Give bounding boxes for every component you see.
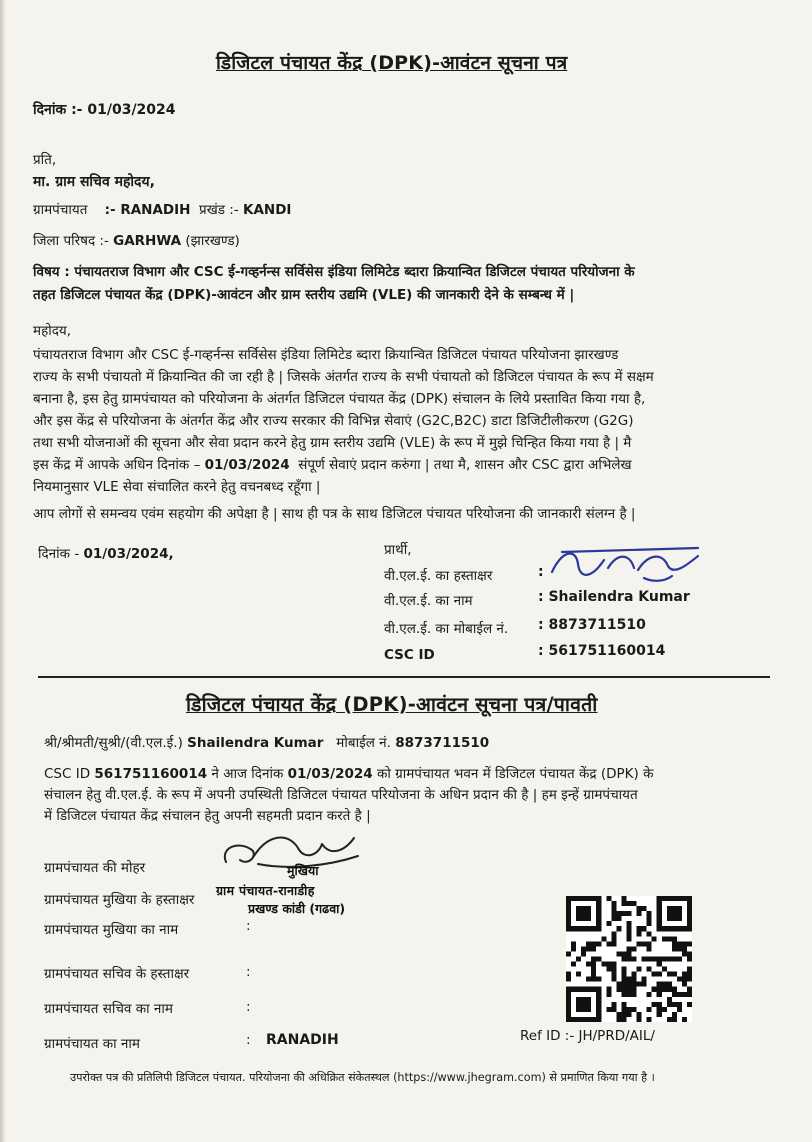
body-line-1: पंचायतराज विभाग और CSC ई-गव्हर्नन्स सर्विसेस इंडिया लिमिटेड ब्दारा क्रियान्वित डिजिटल पंचायत परियोजना झारखण्ड xyxy=(33,347,619,363)
stamp-gram: ग्राम पंचायत-रानाडीह xyxy=(216,883,315,898)
body-line-3: बनाना है, इस हेतु ग्रामपंचायत को परियोजना के अंतर्गत डिजिटल पंचायत केंद्र (DPK) संचालन के लिये प्रस्तावित किया गया है, xyxy=(33,391,646,407)
zila-line xyxy=(33,231,240,249)
applicant-date-value: 01/03/2024, xyxy=(83,546,174,562)
csc-id-value: : 561751160014 xyxy=(538,643,666,659)
prakhand-value: KANDI xyxy=(243,202,292,218)
qr-code-graphic xyxy=(566,896,692,1022)
receipt-text-b: को ग्रामपंचायत भवन में डिजिटल पंचायत केंद्र (DPK) के xyxy=(376,766,654,782)
receipt-line-1 xyxy=(44,733,489,751)
zila-value: GARHWA xyxy=(113,233,182,249)
csc-id-label: CSC ID xyxy=(384,647,435,663)
gram-name-value: RANADIH xyxy=(266,1032,339,1048)
letter-date: दिनांक :- 01/03/2024 xyxy=(33,102,176,118)
qr-code xyxy=(566,896,692,1022)
sachiv-sign-colon: : xyxy=(246,964,251,980)
page-title: डिजिटल पंचायत केंद्र (DPK)-आवंटन सूचना पत्र xyxy=(216,52,568,74)
section-divider xyxy=(38,676,770,678)
sachiv-sign-label: ग्रामपंचायत सचिव के हस्ताक्षर xyxy=(44,966,190,982)
receipt-honorific: श्री/श्रीमती/सुश्री/(वी.एल.ई.) xyxy=(44,735,183,751)
sachiv-name-colon: : xyxy=(246,999,251,1015)
body-line-6c: संपूर्ण सेवाएं प्रदान करुंगा | तथा मै, शासन और CSC द्वारा अभिलेख xyxy=(298,457,632,473)
body-line-6 xyxy=(33,455,632,473)
signature-graphic xyxy=(548,542,708,586)
stamp-mukhiya: मुखिया xyxy=(287,863,319,878)
receipt-mobile: 8873711510 xyxy=(395,735,490,751)
receipt-text-a: ने आज दिनांक xyxy=(211,766,284,782)
body-line-5: तथा सभी योजनाओं की सूचना और सेवा प्रदान करने हेतु ग्राम स्तरीय उद्यमि (VLE) के रूप में मुझे चिन्हित किया गया है | मै xyxy=(33,435,632,451)
vle-sign-label: वी.एल.ई. का हस्ताक्षर xyxy=(384,568,493,584)
prati-text: प्रति, xyxy=(33,152,57,168)
zila-label: जिला परिषद :- xyxy=(33,233,109,249)
zila-state: (झारखण्ड) xyxy=(185,233,240,249)
applicant-date-label: दिनांक - xyxy=(38,546,80,562)
vle-signature xyxy=(548,542,708,590)
footer-note: उपरोक्त पत्र की प्रतिलिपी डिजिटल पंचायत. परियोजना की अधिक्रित संकेतस्थल (https://www.jhegram.com) से प्रमाणित किया गया है । xyxy=(70,1071,655,1084)
salutation: महोदय, xyxy=(33,323,72,339)
body-line-7: नियमानुसार VLE सेवा संचालित करने हेतु वचनबध्द रहूँगा | xyxy=(33,479,321,495)
subject-line-1: विषय : पंचायतराज विभाग और CSC ई-गव्हर्नन्स सर्विसेस इंडिया लिमिटेड ब्दारा क्रियान्वित डिजिटल पंचायत परियोजना के xyxy=(33,264,635,280)
vle-mobile-label: वी.एल.ई. का मोबाईल नं. xyxy=(384,621,509,637)
body-date: 01/03/2024 xyxy=(204,457,290,473)
body-paragraph-2: आप लोगों से समन्वय एवंम सहयोग की अपेक्षा है | साथ ही पत्र के साथ डिजिटल पंचायत परियोजना की जानकारी संलग्न है | xyxy=(33,506,636,522)
receipt-line-4: में डिजिटल पंचायत केंद्र संचालन हेतु अपनी सहमती प्रदान करते है | xyxy=(44,808,371,824)
applicant-date xyxy=(38,544,174,562)
receipt-line-3: संचालन हेतु वी.एल.ई. के रूप में अपनी उपस्थिती डिजिटल पंचायत परियोजना के अधिन प्रदान की है | हम इन्हें ग्रामपंचायत xyxy=(44,787,638,803)
gram-value: :- RANADIH xyxy=(104,202,191,218)
ref-id: Ref ID :- JH/PRD/AIL/ xyxy=(520,1028,655,1044)
receipt-mobile-label: मोबाईल नं. xyxy=(336,735,391,751)
gram-name-colon: : xyxy=(246,1032,251,1048)
receipt-title: डिजिटल पंचायत केंद्र (DPK)-आवंटन सूचना पत्र/पावती xyxy=(186,693,598,716)
gram-name-label: ग्रामपंचायत का नाम xyxy=(44,1036,140,1052)
mukhiya-name-colon: : xyxy=(246,918,251,934)
receipt-line-2 xyxy=(44,764,653,782)
vle-sign-colon: : xyxy=(538,564,544,580)
vle-mobile-value: : 8873711510 xyxy=(538,617,646,633)
vle-name-value: : Shailendra Kumar xyxy=(538,589,690,605)
vle-name-label: वी.एल.ई. का नाम xyxy=(384,593,473,609)
body-line-4: और इस केंद्र से परियोजना के अंतर्गत केंद्र और राज्य सरकार की विभिन्न सेवाएं (G2C,B2C) डाटा डिजिटीलीकरण (G2G) xyxy=(33,413,634,429)
mukhiya-name-label: ग्रामपंचायत मुखिया का नाम xyxy=(44,922,179,938)
mohar-label: ग्रामपंचायत की मोहर xyxy=(44,860,146,876)
prakhand-label: प्रखंड :- xyxy=(199,202,239,218)
receipt-csc-label: CSC ID xyxy=(44,766,91,782)
addressee: मा. ग्राम सचिव महोदय, xyxy=(33,174,155,190)
receipt-date: 01/03/2024 xyxy=(287,766,373,782)
gram-label: ग्रामपंचायत xyxy=(33,202,88,218)
prarthi-label: प्रार्थी, xyxy=(384,542,412,558)
mukhiya-sign-label: ग्रामपंचायत मुखिया के हस्ताक्षर xyxy=(44,892,195,908)
body-line-2: राज्य के सभी पंचायतो में क्रियान्वित की जा रही है | जिसके अंतर्गत राज्य के सभी पंचायतो को डिजिटल पंचायत के रूप में सक्षम xyxy=(33,369,654,385)
receipt-csc-id: 561751160014 xyxy=(94,766,208,782)
page-edge-shadow xyxy=(0,0,6,1142)
sachiv-name-label: ग्रामपंचायत सचिव का नाम xyxy=(44,1001,173,1017)
receipt-vle-name: Shailendra Kumar xyxy=(187,735,324,751)
stamp-prakhand: प्रखण्ड कांडी (गढवा) xyxy=(248,901,346,916)
subject-line-2: तहत डिजिटल पंचायत केंद्र (DPK)-आवंटन और ग्राम स्तरीय उद्यमि (VLE) की जानकारी देने के सम्बन्ध में | xyxy=(33,287,575,303)
gram-panchayat-line xyxy=(33,200,291,218)
body-line-6a: इस केंद्र में आपके अधिन दिनांक – xyxy=(33,457,201,473)
